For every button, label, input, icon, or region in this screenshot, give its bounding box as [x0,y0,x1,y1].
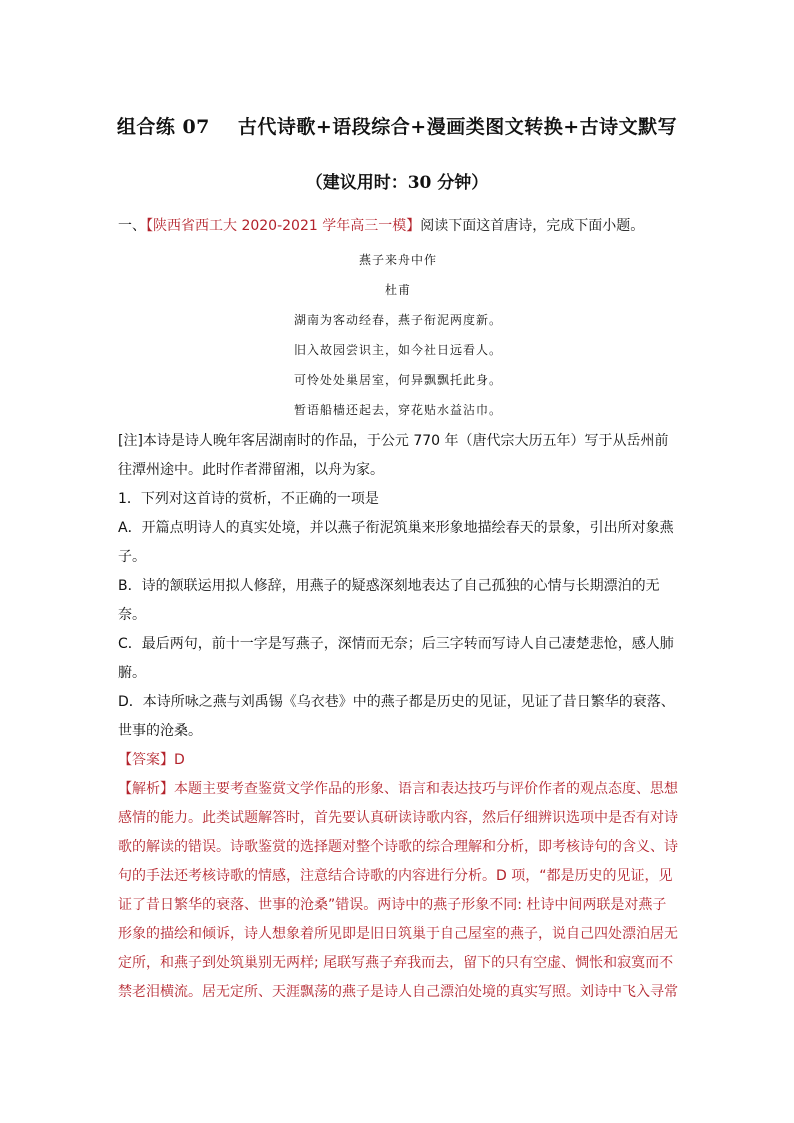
poem-note: [注]本诗是诗人晚年客居湖南时的作品，于公元 770 年（唐代宗大历五年）写于从岳州前往潭州途中。此时作者滞留湘，以舟为家。 [118,433,669,478]
question-source: 【陕西省西工大 2020-2021 学年高三一模】 [146,218,421,234]
question-intro [118,212,678,241]
option-b: B．诗的颔联运用拟人修辞，用燕子的疑惑深刻地表达了自己孤独的心情与长期漂泊的无奈。 [118,578,660,623]
poem-line: 可怜处处巢居室，何异飘飘托此身。 [293,373,502,387]
answer-value: D [174,752,185,768]
analysis-text: 本题主要考查鉴赏文学作品的形象、语言和表达技巧与评价作者的观点态度、思想感情的能力。此类试题解答时，首先要认真研读诗歌内容，然后仔细辨识选项中是否有对诗歌的解读的错误。诗歌鉴赏的选择题对整个诗歌的综合理解和分析，即考核诗句的含义、诗句的手法还考核诗歌的情感，注意结合诗歌的内容进行分析。D 项，“都是历史的见证，见证了昔日繁华的衰落、世事的沧桑”错误。两诗中的燕子形象不同: 杜诗中间两联是对燕子形象的描绘和倾诉，诗人想象着所见即是旧日筑巢于自己屋室的燕子，说自己四处漂泊居无定所，和燕子到处筑巢别无两样; 尾联写燕子弃我而去，留下的只有空虚、惆怅和寂寞而不禁老泪横流。居无定所、天涯飘荡的燕子是诗人自己漂泊处境的真实写照。刘诗中飞入寻常 [118,781,678,1000]
answer-line [118,746,678,775]
answer-label: 【答案】 [118,752,174,768]
title-text: 古代诗歌+语段综合+漫画类图文转换+古诗文默写 [237,116,678,138]
poem-block [118,245,678,425]
poem-author: 杜甫 [384,283,411,297]
option-a: A．开篇点明诗人的真实处境，并以燕子衔泥筑巢来形象地描绘春天的景象，引出所对象燕子。 [118,520,674,565]
page-title [0,112,794,139]
item-stem: 1．下列对这首诗的赏析，不正确的一项是 [118,491,379,507]
option-c: C．最后两句，前十一字是写燕子，深情而无奈；后三字转而写诗人自己凄楚悲怆，感人肺腑。 [118,636,674,681]
analysis-label: 【解析】 [118,781,174,797]
option-d: D．本诗所咏之燕与刘禹锡《乌衣巷》中的燕子都是历史的见证，见证了昔日繁华的衰落、世事的沧桑。 [118,694,675,739]
document-body [118,212,678,1007]
question-number: 一、 [118,218,146,234]
title-lead: 组合练 07 [116,116,210,138]
page-subtitle: （建议用时：30 分钟） [305,173,489,193]
analysis-paragraph [118,775,678,1007]
question-prompt: 阅读下面这首唐诗，完成下面小题。 [420,218,645,234]
poem-line: 湖南为客动经春，燕子衔泥两度新。 [293,313,502,327]
poem-line: 旧入故园尝识主，如今社日远看人。 [293,343,502,357]
poem-line: 暂语船樯还起去，穿花贴水益沾巾。 [293,403,502,417]
poem-title: 燕子来舟中作 [358,253,437,267]
